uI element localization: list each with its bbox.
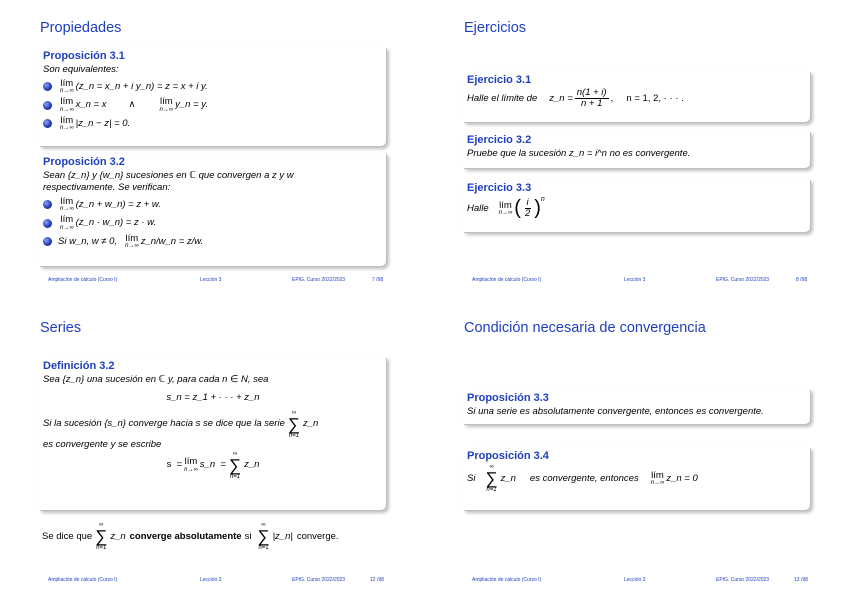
block-intro: Son equivalentes: [43,64,119,75]
footer-year: EPIG. Curso 2022/2023 [716,277,770,283]
footer-year: EPIG. Curso 2022/2023 [716,577,770,583]
footer-page: 13 /98 [794,577,808,583]
exercise-block: Ejercicio 3.3 Halle lím n→∞ ( $\frac{i}{2}$ ) $^n$ [464,180,811,233]
footer-page: 12 /98 [370,577,384,583]
slide-title: Condición necesaria de convergencia [464,320,706,336]
block-title: Proposición 3.2 [43,156,125,168]
proposition-block: Proposición 3.2 Sean {z_n} y {w_n} sucesiones en ℂ que convergen a z y w respectivamente. Se verifican: lím n→∞ (z_n + w_n) = z + w. lím n→∞ (z_n · w_n) = z · w. Si w_n, w ≠ 0, lím n→∞ z_n/w_n = z/w. [40,154,387,267]
footer-page: 7 /98 [372,277,384,283]
slide-propiedades [0,0,424,299]
footer-course: Ampliación de cálculo (Curso I) [48,277,118,283]
absolute-convergence-note: Se dice que ∞ ∑ n=1 z_n converge absolutamente si ∞ ∑ n=1 |z_n| converge. [42,522,339,551]
list-item: lím n→∞ (z_n = x_n + i y_n) = z = x + i y. [43,79,383,95]
exercise-block: Ejercicio 3.1 Halle el límite de z_n = $\frac{n(1 + i)}{n + 1}$ , n = 1, 2, · · · . [464,72,811,123]
bullet-icon [43,237,52,246]
slide-series [0,300,424,599]
slide-ejercicios [424,0,848,299]
footer-lesson: Lección 3 [200,277,222,283]
slide-title: Propiedades [40,20,122,36]
footer-course: Ampliación de cálculo (Curso I) [48,577,118,583]
footer-lesson: Lección 3 [624,577,646,583]
bullet-icon [43,82,52,91]
slide-condicion [424,300,848,599]
footer-lesson: Lección 3 [624,277,646,283]
bullet-icon [43,119,52,128]
list-item: lím n→∞ x_n = x ∧ lím n→∞ y_n = y. [43,97,383,113]
proposition-block: Proposición 3.4 Si ∞ ∑ n=1 z_n es convergente, entonces lím n→∞ z_n = 0 [464,448,811,511]
list-item: lím n→∞ (z_n + w_n) = z + w. [43,197,383,213]
slide-title: Series [40,320,82,336]
footer-course: Ampliación de cálculo (Curso I) [472,577,542,583]
footer-year: EPIG. Curso 2022/2023 [292,277,346,283]
footer-lesson: Lección 3 [200,577,222,583]
bullet-icon [43,219,52,228]
proposition-block: Proposición 3.3 Si una serie es absolutamente convergente, entonces es convergente. [464,390,811,425]
list-item: lím n→∞ |z_n − z| = 0. [43,116,383,132]
block-title: Ejercicio 3.1 [467,74,532,86]
definition-block: Definición 3.2 Sea {z_n} una sucesión en ℂ y, para cada n ∈ N, sea s_n = z_1 + · · · + z_n Si la sucesión {s_n} converge hacia s se dice que la serie ∞ ∑ n=1 z_n es convergente y se escribe s = lím n→∞ s_n = ∞ ∑ n=1 z_n [40,358,387,511]
block-title: Ejercicio 3.2 [467,134,532,146]
block-title: Proposición 3.4 [467,450,549,462]
bullet-icon [43,101,52,110]
footer-year: EPIG. Curso 2022/2023 [292,577,346,583]
block-title: Proposición 3.3 [467,392,549,404]
block-title: Definición 3.2 [43,360,115,372]
list-item: Si w_n, w ≠ 0, lím n→∞ z_n/w_n = z/w. [43,234,383,250]
slide-title: Ejercicios [464,20,527,36]
bullet-icon [43,200,52,209]
exercise-block: Ejercicio 3.2 Pruebe que la sucesión z_n = i^n no es convergente. [464,132,811,169]
block-title: Ejercicio 3.3 [467,182,532,194]
proposition-block [40,48,387,147]
footer-page: 8 /98 [796,277,808,283]
block-title: Proposición 3.1 [43,50,125,62]
footer-course: Ampliación de cálculo (Curso I) [472,277,542,283]
list-item: lím n→∞ (z_n · w_n) = z · w. [43,215,383,231]
